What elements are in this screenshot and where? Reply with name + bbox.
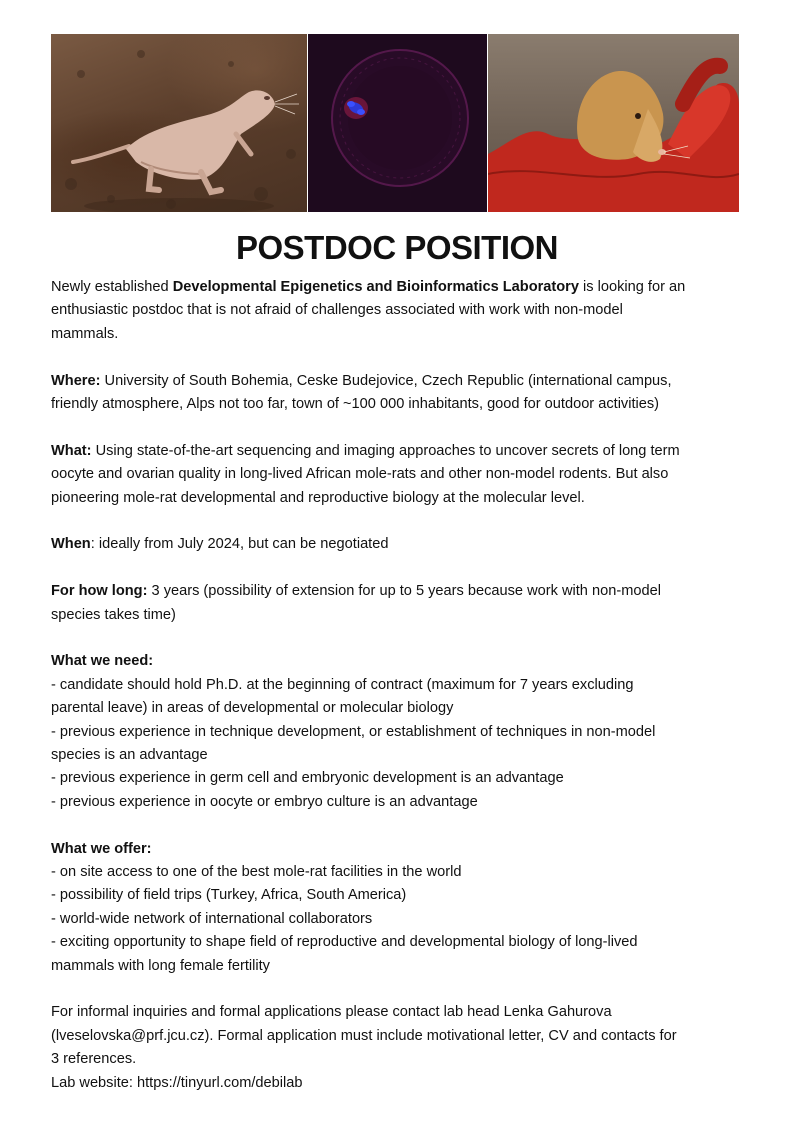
contact-email-line: (lveselovska@prf.jcu.cz). Formal application must include motivational letter, CV and contacts for <box>51 1027 677 1044</box>
where-paragraph <box>51 370 751 417</box>
intro-line2: enthusiastic postdoc that is not afraid of challenges associated with work with non-model <box>51 302 623 319</box>
intro-prefix: Newly established <box>51 279 173 295</box>
header-photo-strip <box>51 34 739 212</box>
when-paragraph <box>51 533 751 556</box>
what-line3: pioneering mole-rat developmental and reproductive biology at the molecular level. <box>51 489 585 506</box>
contact-paragraph <box>51 1001 751 1095</box>
what-label: What: <box>51 442 92 459</box>
intro-line1-suffix: is looking for an <box>578 279 686 295</box>
where-line2: friendly atmosphere, Alps not too far, town of ~100 000 inhabitants, good for outdoor activities) <box>51 396 660 413</box>
list-item: - previous experience in technique development, or establishment of techniques in non-model <box>51 723 656 740</box>
naked-mole-rat-photo <box>51 34 307 212</box>
offer-label: What we offer: <box>51 840 152 857</box>
where-label: Where: <box>51 372 101 389</box>
list-item: - world-wide network of international collaborators <box>51 910 373 927</box>
list-item: - previous experience in germ cell and embryonic development is an advantage <box>51 770 564 787</box>
when-label: When <box>51 536 91 553</box>
need-label: What we need: <box>51 653 154 670</box>
how-long-label: For how long: <box>51 583 148 600</box>
mole-rat-on-glove-photo <box>488 34 739 212</box>
list-item: parental leave) in areas of developmental or molecular biology <box>51 700 454 717</box>
offer-paragraph <box>51 838 751 978</box>
list-item: species is an advantage <box>51 747 208 764</box>
list-item: mammals with long female fertility <box>51 957 270 974</box>
intro-line3: mammals. <box>51 325 119 342</box>
how-long-line1: 3 years (possibility of extension for up to 5 years because work with non-model <box>147 583 661 600</box>
lab-website-link[interactable]: Lab website: https://tinyurl.com/debilab <box>51 1074 303 1091</box>
contact-line: 3 references. <box>51 1051 137 1068</box>
list-item: - exciting opportunity to shape field of reproductive and developmental biology of long-lived <box>51 934 638 951</box>
list-item: - on site access to one of the best mole-rat facilities in the world <box>51 864 462 881</box>
job-description <box>51 276 751 1095</box>
what-line1: Using state-of-the-art sequencing and imaging approaches to uncover secrets of long term <box>91 442 680 459</box>
what-paragraph <box>51 440 751 510</box>
intro-paragraph <box>51 276 751 346</box>
how-long-paragraph <box>51 580 751 627</box>
how-long-line2: species takes time) <box>51 606 176 623</box>
list-item: - possibility of field trips (Turkey, Africa, South America) <box>51 887 407 904</box>
list-item: - previous experience in oocyte or embryo culture is an advantage <box>51 793 478 810</box>
page-title: POSTDOC POSITION <box>235 229 559 266</box>
lab-name: Developmental Epigenetics and Bioinformatics Laboratory <box>172 279 579 295</box>
list-item: - candidate should hold Ph.D. at the beginning of contract (maximum for 7 years excluding <box>51 676 634 693</box>
oocyte-microscopy-photo <box>308 34 487 212</box>
need-paragraph <box>51 650 751 814</box>
contact-line: For informal inquiries and formal applications please contact lab head Lenka Gahurova <box>51 1004 612 1021</box>
when-text: : ideally from July 2024, but can be negotiated <box>90 536 389 553</box>
what-line2: oocyte and ovarian quality in long-lived African mole-rats and other non-model rodents. But also <box>51 466 669 483</box>
where-line1: University of South Bohemia, Ceske Budejovice, Czech Republic (international campus, <box>100 372 672 389</box>
